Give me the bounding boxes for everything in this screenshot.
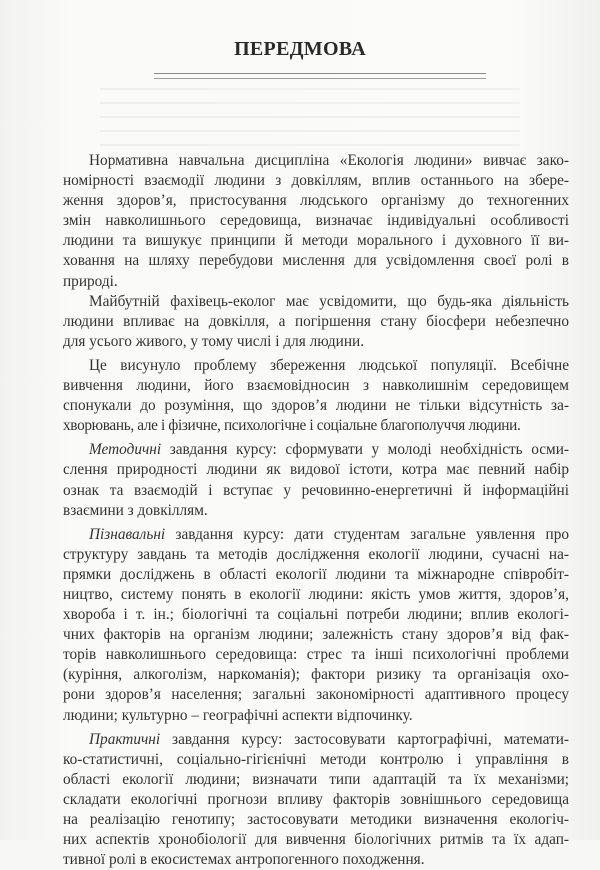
paragraph-intro bbox=[63, 151, 569, 292]
text-line: спонукали до розуміння, що здоров’я людини не тільки відсутність за- bbox=[63, 397, 569, 415]
text-line: складати екологічні прогнози впливу факторів зовнішнього середовища bbox=[63, 790, 569, 808]
text-line: слення природності людини як видової істоти, котра має певний набір bbox=[63, 461, 569, 479]
text-line bbox=[63, 525, 569, 545]
text-line: природі. bbox=[63, 272, 118, 290]
text-line: ознак та взаємодій і вступає у речовинно-енергетичні й інформаційні bbox=[63, 481, 569, 499]
text-line: ження здоров’я, пристосування людського організму до техногенних bbox=[63, 192, 569, 210]
paragraph-population bbox=[63, 356, 569, 436]
text-line bbox=[63, 440, 569, 460]
show-through-text bbox=[100, 88, 520, 148]
text-line: тивної ролі в екосистемах антропогенного походження. bbox=[63, 851, 425, 869]
text-line: структуру завдань та методів дослідження екології людини, сучасні на- bbox=[63, 545, 569, 563]
text-line: прямки досліджень в області екології людини та міжнародне співробіт- bbox=[63, 565, 569, 583]
text-line: області екології людини; визначати типи адаптацій та їх механізми; bbox=[63, 770, 569, 788]
paragraph-future-ecologist bbox=[63, 292, 569, 352]
paragraph-practical-tasks bbox=[63, 730, 569, 870]
italic-lead-term: Практичні bbox=[89, 730, 161, 748]
text-line: рони здоров’я населення; загальні закономірності адаптивного процесу bbox=[63, 686, 569, 704]
text-line: змін навколишнього середовища, визначає індивідуальні особливості bbox=[63, 212, 569, 230]
paragraph-methodical-tasks bbox=[63, 440, 569, 520]
text-line bbox=[63, 730, 569, 750]
text-line: них аспектів хронобіології для вивчення біологічних ритмів та їх адап- bbox=[63, 831, 569, 849]
text-line: Майбутній фахівець-еколог має усвідомити, що будь-яка діяльність bbox=[89, 292, 569, 310]
text-fragment: завдання курсу: дати студентам загальне уявлення про bbox=[165, 525, 569, 543]
text-fragment: завдання курсу: застосовувати картографічні, математи- bbox=[160, 730, 569, 748]
paragraph-cognitive-tasks bbox=[63, 525, 569, 726]
text-line: номірності взаємодії людини з довкіллям, вплив останнього на збере- bbox=[63, 172, 569, 190]
italic-lead-term: Пізнавальні bbox=[89, 525, 166, 543]
text-line: хворювань, але і фізичне, психологічне і соціальне благополуччя людини. bbox=[63, 417, 521, 435]
text-line: ко-статистичні, соціально-гігієнічні методи контролю і управління в bbox=[63, 750, 569, 768]
text-fragment: завдання курсу: сформувати у молоді необхідність осми- bbox=[161, 441, 569, 459]
text-line: взаємини з довкіллям. bbox=[63, 501, 208, 519]
page-title: ПЕРЕДМОВА bbox=[234, 38, 366, 60]
text-line: ховання на шляху перебудови мислення для усвідомлення своєї ролі в bbox=[63, 252, 569, 270]
text-line: людини; культурно – географічні аспекти відпочинку. bbox=[63, 706, 413, 724]
preface-body bbox=[63, 151, 569, 870]
text-line: ництво, систему понять в екології людини: якість умов життя, здоров’я, bbox=[63, 585, 569, 603]
text-line: Нормативна навчальна дисципліна «Екологія людини» вивчає зако- bbox=[89, 152, 569, 169]
text-line: для усього живого, у тому числі і для людини. bbox=[63, 332, 365, 350]
text-line: людини впливає на довкілля, а погіршення стану біосфери небезпечно bbox=[63, 312, 569, 330]
text-line: на реалізацію генотипу; застосовувати методики визначення екологіч- bbox=[63, 811, 569, 828]
text-line: Це висунуло проблему збереження людської популяції. Всебічне bbox=[89, 356, 569, 374]
text-line: торів навколишнього середовища: стрес та інші психологічні проблеми bbox=[63, 646, 569, 664]
title-double-rule bbox=[154, 73, 486, 79]
italic-lead-term: Методичні bbox=[89, 441, 162, 459]
text-line: вивчення людини, його взаємовідносин з навколишнім середовищем bbox=[63, 377, 569, 395]
text-line: чних факторів на організм людини; залежність стану здоров’я від фак- bbox=[63, 626, 569, 644]
text-line: (куріння, алкоголізм, наркоманія); фактори ризику та організація охо- bbox=[63, 666, 569, 684]
text-line: хвороба і т. ін.; біологічні та соціальні потреби людини; вплив екологі- bbox=[63, 606, 569, 624]
text-line: людини та вишукує принципи й методи морального і духовного її ви- bbox=[63, 232, 569, 250]
